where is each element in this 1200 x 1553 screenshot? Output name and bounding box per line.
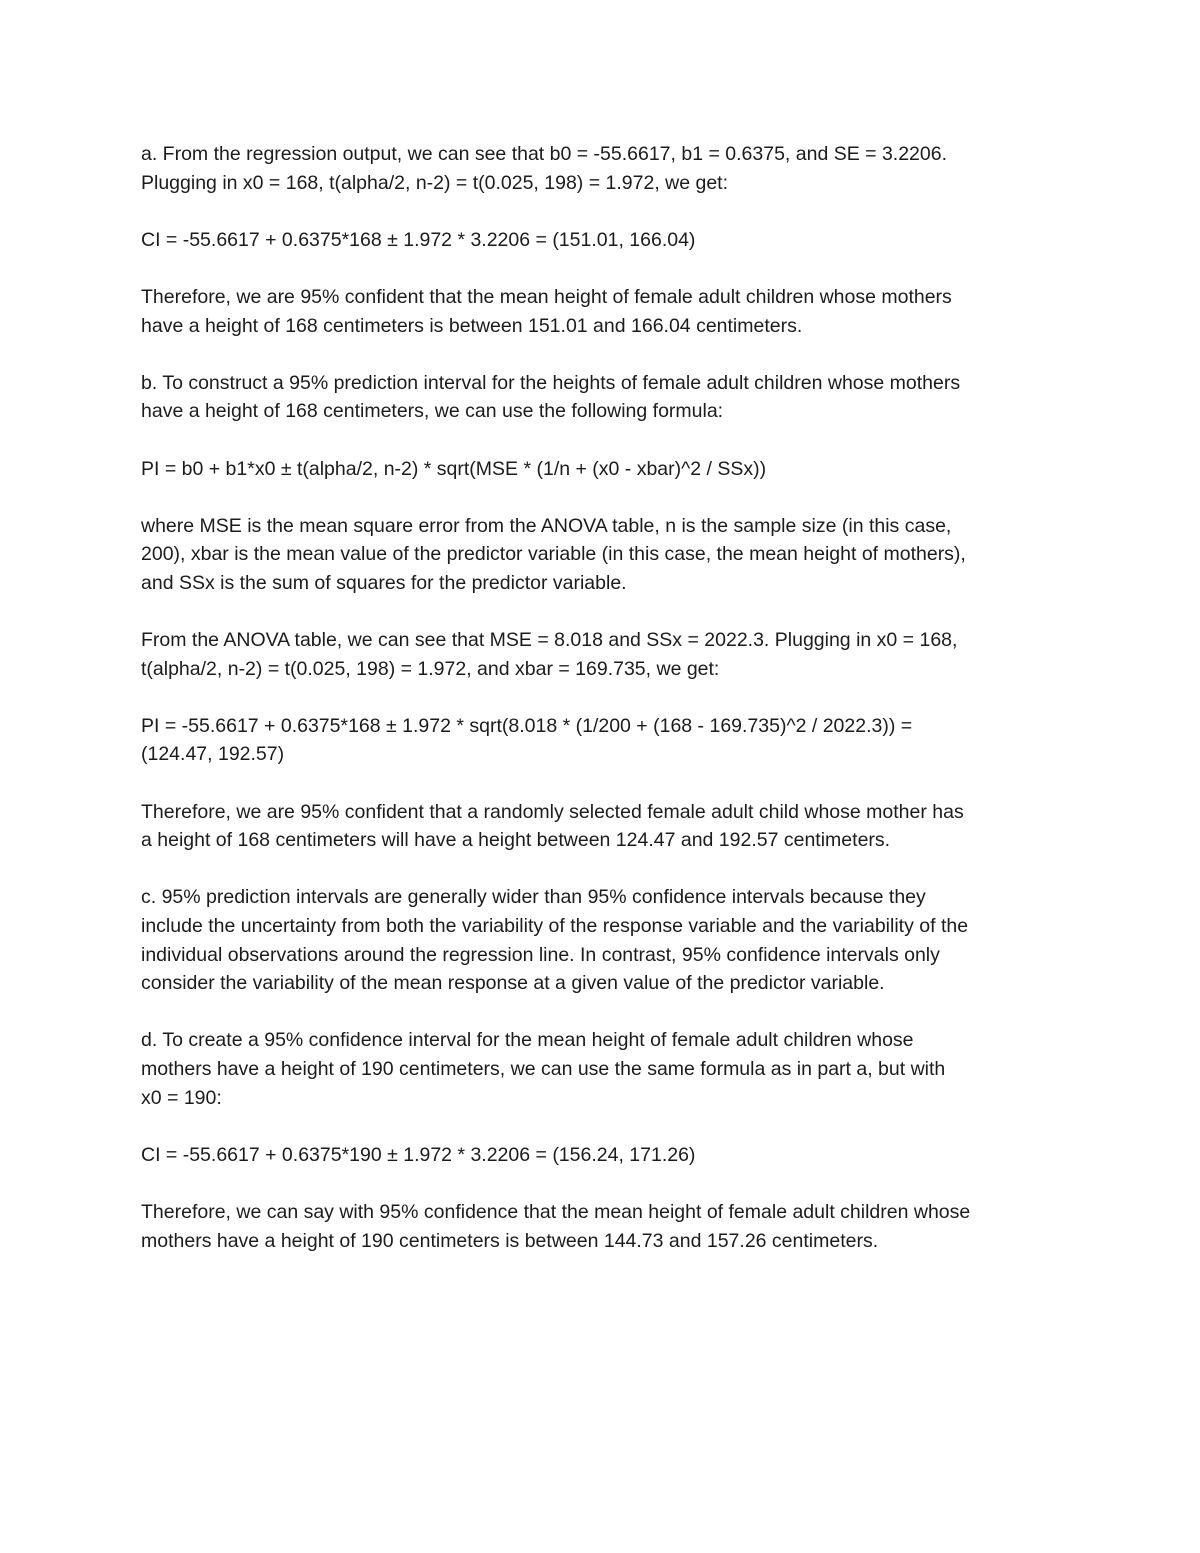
paragraph [141,455,1071,484]
text-line: Therefore, we can say with 95% confidence that the mean height of female adult children whose [141,1200,971,1223]
paragraph [141,1198,1071,1255]
text-line: t(alpha/2, n-2) = t(0.025, 198) = 1.972, and xbar = 169.735, we get: [141,657,720,680]
paragraph [141,626,1071,683]
text-line: d. To create a 95% confidence interval for the mean height of female adult children whose [141,1029,914,1052]
text-line: Therefore, we are 95% confident that the mean height of female adult children whose mothers [141,285,952,308]
text-line: include the uncertainty from both the variability of the response variable and the variability of the [141,915,969,938]
paragraph [141,512,1071,598]
text-line: CI = -55.6617 + 0.6375*190 ± 1.972 * 3.2206 = (156.24, 171.26) [141,1143,696,1166]
text-line: c. 95% prediction intervals are generally wider than 95% confidence intervals because they [141,886,926,909]
paragraph [141,369,1071,426]
text-line: consider the variability of the mean response at a given value of the predictor variable. [141,972,885,995]
paragraph [141,1026,1071,1112]
text-line: PI = -55.6617 + 0.6375*168 ± 1.972 * sqrt(8.018 * (1/200 + (168 - 169.735)^2 / 2022.3)) = [141,714,913,737]
paragraph [141,883,1071,997]
text-line: have a height of 168 centimeters is between 151.01 and 166.04 centimeters. [141,314,803,337]
text-line: a. From the regression output, we can see that b0 = -55.6617, b1 = 0.6375, and SE = 3.2206. [141,143,948,165]
text-line: Plugging in x0 = 168, t(alpha/2, n-2) = t(0.025, 198) = 1.972, we get: [141,171,729,194]
paragraph [141,283,1071,340]
paragraph [141,140,1071,197]
text-line: Therefore, we are 95% confident that a randomly selected female adult child whose mother has [141,800,964,823]
text-line: where MSE is the mean square error from the ANOVA table, n is the sample size (in this case, [141,514,952,537]
paragraph [141,712,1071,769]
paragraph [141,1141,1071,1170]
text-line: b. To construct a 95% prediction interval for the heights of female adult children whose mothers [141,371,961,394]
text-line: a height of 168 centimeters will have a height between 124.47 and 192.57 centimeters. [141,829,891,852]
text-line: From the ANOVA table, we can see that MSE = 8.018 and SSx = 2022.3. Plugging in x0 = 168, [141,629,958,652]
text-line: individual observations around the regression line. In contrast, 95% confidence intervals only [141,943,940,966]
text-line: mothers have a height of 190 centimeters is between 144.73 and 157.26 centimeters. [141,1229,879,1252]
text-line: 200), xbar is the mean value of the predictor variable (in this case, the mean height of mothers), [141,543,966,566]
text-line: have a height of 168 centimeters, we can use the following formula: [141,400,724,423]
text-line: and SSx is the sum of squares for the predictor variable. [141,571,627,594]
document-body [141,140,1071,1284]
paragraph [141,226,1071,255]
text-line: PI = b0 + b1*x0 ± t(alpha/2, n-2) * sqrt(MSE * (1/n + (x0 - xbar)^2 / SSx)) [141,457,767,480]
paragraph [141,798,1071,855]
text-line: x0 = 190: [141,1086,222,1109]
text-line: mothers have a height of 190 centimeters, we can use the same formula as in part a, but with [141,1058,946,1080]
text-line: (124.47, 192.57) [141,743,285,766]
text-line: CI = -55.6617 + 0.6375*168 ± 1.972 * 3.2206 = (151.01, 166.04) [141,228,696,251]
